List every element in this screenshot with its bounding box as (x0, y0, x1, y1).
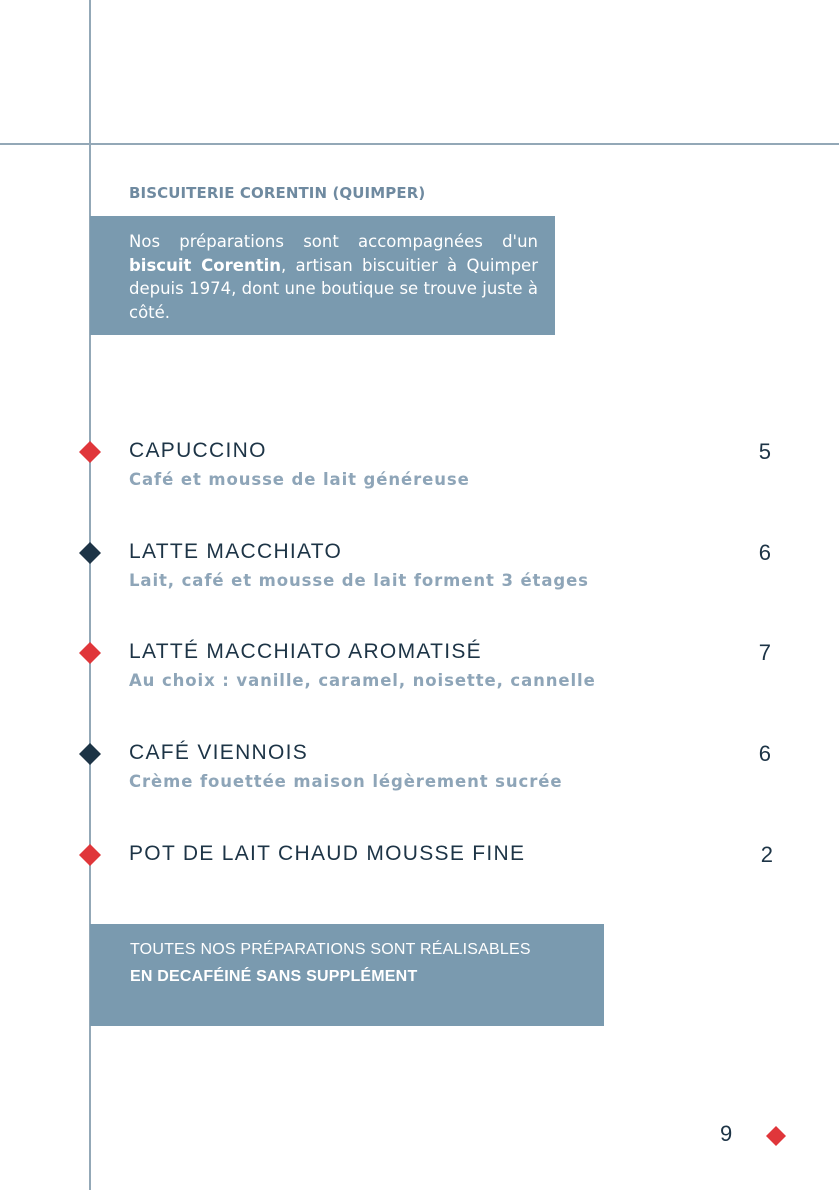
menu-item-name: LATTE MACCHIATO (129, 540, 343, 563)
note-line-2: EN DECAFÉINÉ SANS SUPPLÉMENT (130, 968, 418, 985)
navy-diamond-icon (79, 743, 101, 765)
menu-item-name: POT DE LAIT CHAUD MOUSSE FINE (129, 842, 526, 865)
menu-item-name: CAFÉ VIENNOIS (129, 741, 309, 764)
menu-item-price: 2 (760, 842, 773, 867)
menu-item-description: Crème fouettée maison légèrement sucrée (129, 772, 563, 791)
menu-item (0, 640, 839, 710)
intro-text-end: , artisan biscuitier à Quimper depuis 1974, dont une boutique se trouve juste à côté. (129, 255, 538, 322)
red-diamond-icon (79, 844, 101, 866)
menu-item-price: 7 (758, 640, 771, 665)
intro-text (129, 230, 538, 324)
decaf-note-box (90, 924, 604, 1026)
menu-item (0, 842, 839, 912)
menu-item (0, 439, 839, 509)
horizontal-rule (0, 143, 839, 145)
menu-item-name: LATTÉ MACCHIATO AROMATISÉ (129, 640, 482, 663)
intro-text-bold: biscuit Corentin (129, 255, 281, 275)
intro-box (90, 216, 555, 335)
menu-item (0, 741, 839, 811)
menu-item-price: 6 (758, 540, 771, 565)
red-diamond-icon (766, 1126, 786, 1146)
red-diamond-icon (79, 441, 101, 463)
section-title: BISCUITERIE CORENTIN (QUIMPER) (129, 184, 426, 202)
navy-diamond-icon (79, 542, 101, 564)
menu-item-name: CAPUCCINO (129, 439, 267, 462)
menu-item (0, 540, 839, 610)
intro-text-start: Nos préparations sont accompagnées d'un (129, 232, 538, 251)
menu-item-description: Café et mousse de lait généreuse (129, 470, 470, 489)
menu-item-description: Au choix : vanille, caramel, noisette, cannelle (129, 671, 596, 690)
note-line-1: TOUTES NOS PRÉPARATIONS SONT RÉALISABLES (130, 941, 531, 958)
page-number: 9 (720, 1121, 733, 1146)
red-diamond-icon (79, 642, 101, 664)
menu-item-price: 5 (758, 439, 771, 464)
menu-item-description: Lait, café et mousse de lait forment 3 étages (129, 571, 589, 590)
menu-item-price: 6 (758, 741, 771, 766)
